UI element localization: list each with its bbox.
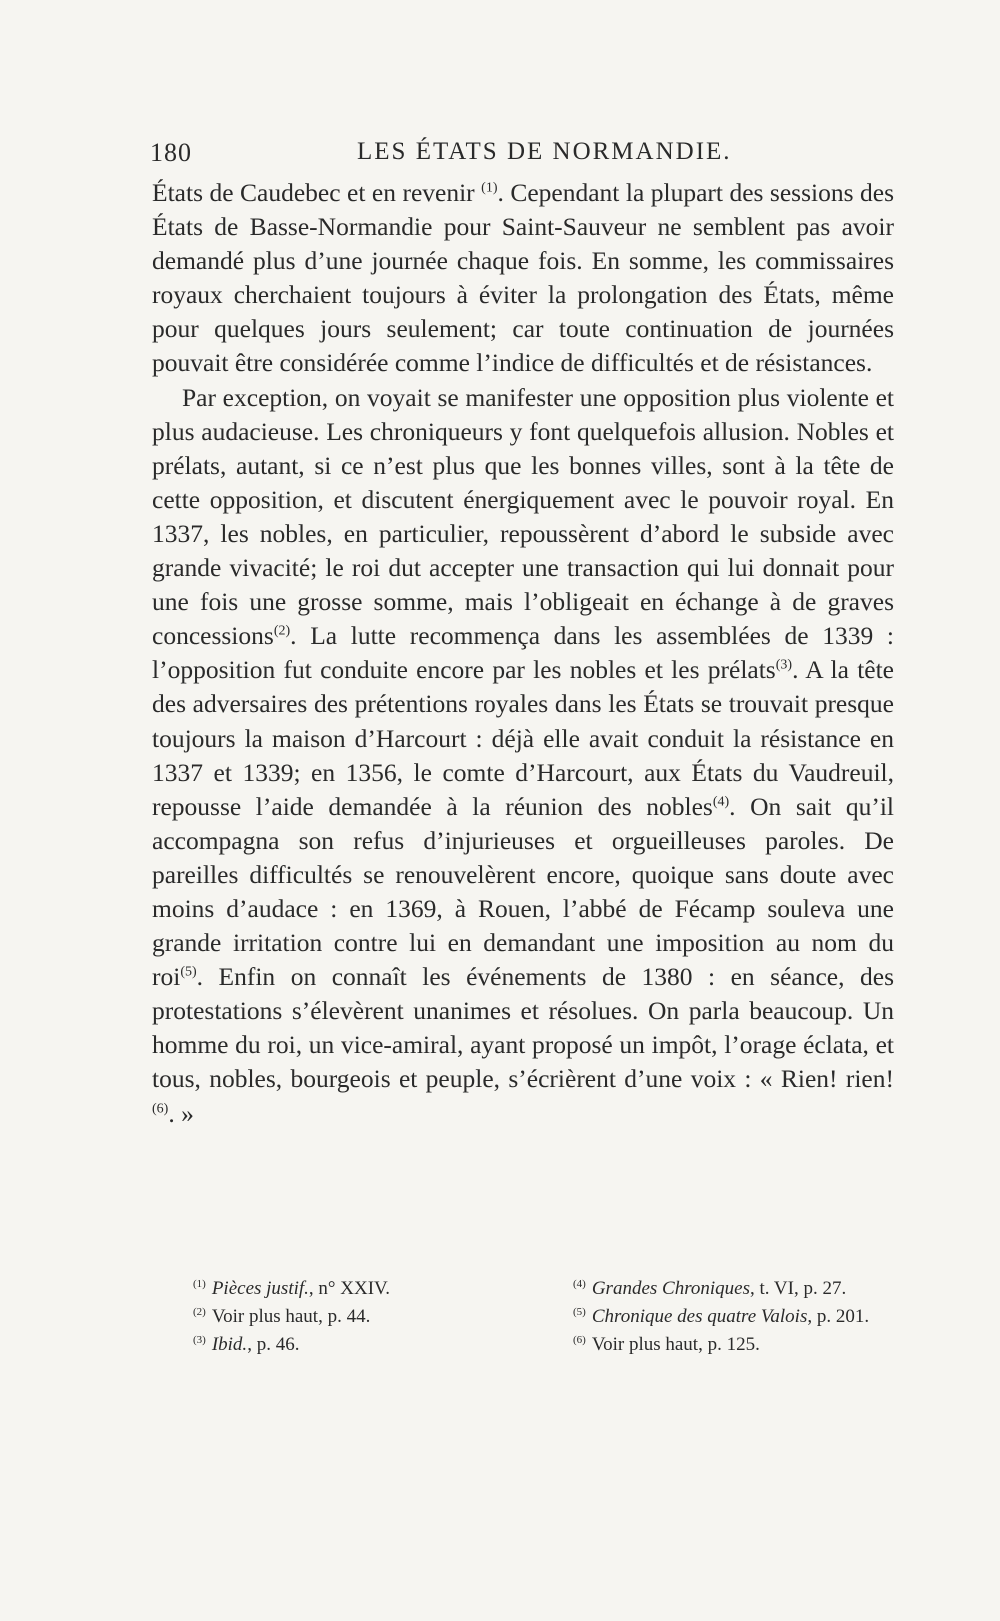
footnotes-left-column xyxy=(193,1275,523,1359)
page-number: 180 xyxy=(150,138,192,167)
footnote-text: , p. 201. xyxy=(807,1306,870,1327)
footnote-marker: (4) xyxy=(712,794,730,810)
footnote-item xyxy=(573,1303,933,1331)
page-header xyxy=(150,138,892,178)
text-segment: . A la tête des adversaires des prétentions royales dans les États se trouvait presque toujours la maison d’Harcourt : déjà elle avait conduit la résistance en 1337 et 1339; en 1356, le comte d’Harcourt, aux États du Vaudreuil, repousse l’aide demandée à la réunion des nobles xyxy=(152,655,894,821)
footnote-item xyxy=(193,1275,523,1303)
footnote-marker: (6) xyxy=(152,1101,169,1117)
footnote-text: , p. 46. xyxy=(247,1334,300,1355)
footnote-marker: (1) xyxy=(481,180,498,196)
footnote-marker: (3) xyxy=(775,657,793,673)
text-segment: . La lutte recommença dans les assemblées de 1339 : l’opposition fut conduite encore par les nobles et les prélats xyxy=(152,621,894,685)
footnote-title: Ibid. xyxy=(211,1334,248,1355)
text-segment: . Cependant la plupart des sessions des États de Basse-Normandie pour Saint-Sauveur ne semblent pas avoir demandé plus d’une journée chaque fois. En somme, les commissaires royaux cherchaient toujours à éviter la prolongation des États, même pour quelques jours seulement; car toute continuation de journées pouvait être considérée comme l’indice de difficultés et de résistances. xyxy=(152,178,895,378)
footnote-item xyxy=(573,1331,933,1359)
footnote-text: Voir plus haut, p. 125. xyxy=(591,1334,760,1355)
footnote-item xyxy=(193,1303,523,1331)
footnote-number: (2) xyxy=(193,1305,206,1318)
footnote-number: (5) xyxy=(573,1305,586,1318)
footnote-number: (4) xyxy=(573,1277,586,1290)
running-title: LES ÉTATS DE NORMANDIE. xyxy=(357,138,732,165)
footnote-title: Pièces justif. xyxy=(211,1278,309,1299)
footnote-text: Voir plus haut, p. 44. xyxy=(211,1306,371,1327)
footnote-text: , t. VI, p. 27. xyxy=(750,1278,847,1299)
footnotes-right-column xyxy=(573,1275,933,1359)
footnote-item xyxy=(193,1331,523,1359)
text-segment: . » xyxy=(168,1098,194,1128)
body-text xyxy=(152,176,894,1131)
footnote-number: (1) xyxy=(193,1277,206,1290)
footnote-marker: (5) xyxy=(180,964,197,980)
text-segment: . On sait qu’il accompagna son refus d’injurieuses et orgueilleuses paroles. De pareilles difficultés se renouvelèrent encore, quoique sans doute avec moins d’audace : en 1369, à Rouen, l’abbé de Fécamp souleva une grande irritation contre lui en demandant une imposition au nom du roi xyxy=(152,791,894,992)
footnote-item xyxy=(573,1275,933,1303)
footnote-marker: (2) xyxy=(273,623,291,639)
footnote-title: Chronique des quatre Valois xyxy=(591,1306,808,1327)
footnote-number: (6) xyxy=(573,1333,586,1346)
footnote-number: (3) xyxy=(193,1333,206,1346)
text-segment: . Enfin on connaît les événements de 1380 : en séance, des protestations s’élevèrent unanimes et résolues. On parla beaucoup. Un homme du roi, un vice-amiral, ayant proposé un impôt, l’orage éclata, et tous, nobles, bourgeois et peuple, s’écrièrent d’une voix : « Rien! rien! xyxy=(152,962,894,1094)
text-segment: États de Caudebec et en revenir xyxy=(152,178,482,207)
footnote-text: , n° XXIV. xyxy=(308,1278,391,1299)
paragraph-2 xyxy=(152,381,894,1131)
paragraph-1 xyxy=(152,176,894,381)
footnote-title: Grandes Chroniques xyxy=(591,1278,750,1299)
text-segment: Par exception, on voyait se manifester une opposition plus violente et plus audacieuse. Les chroniqueurs y font quelquefois allusion. Nobles et prélats, autant, si ce n’est plus que les bonnes villes, sont à la tête de cette opposition, et discutent énergiquement avec le pouvoir royal. En 1337, les nobles, en particulier, repoussèrent d’abord le subside avec grande vivacité; le roi dut accepter une transaction qui lui donnait pour une fois une grosse somme, mais l’obligeait en échange à de graves concessions xyxy=(152,382,894,651)
